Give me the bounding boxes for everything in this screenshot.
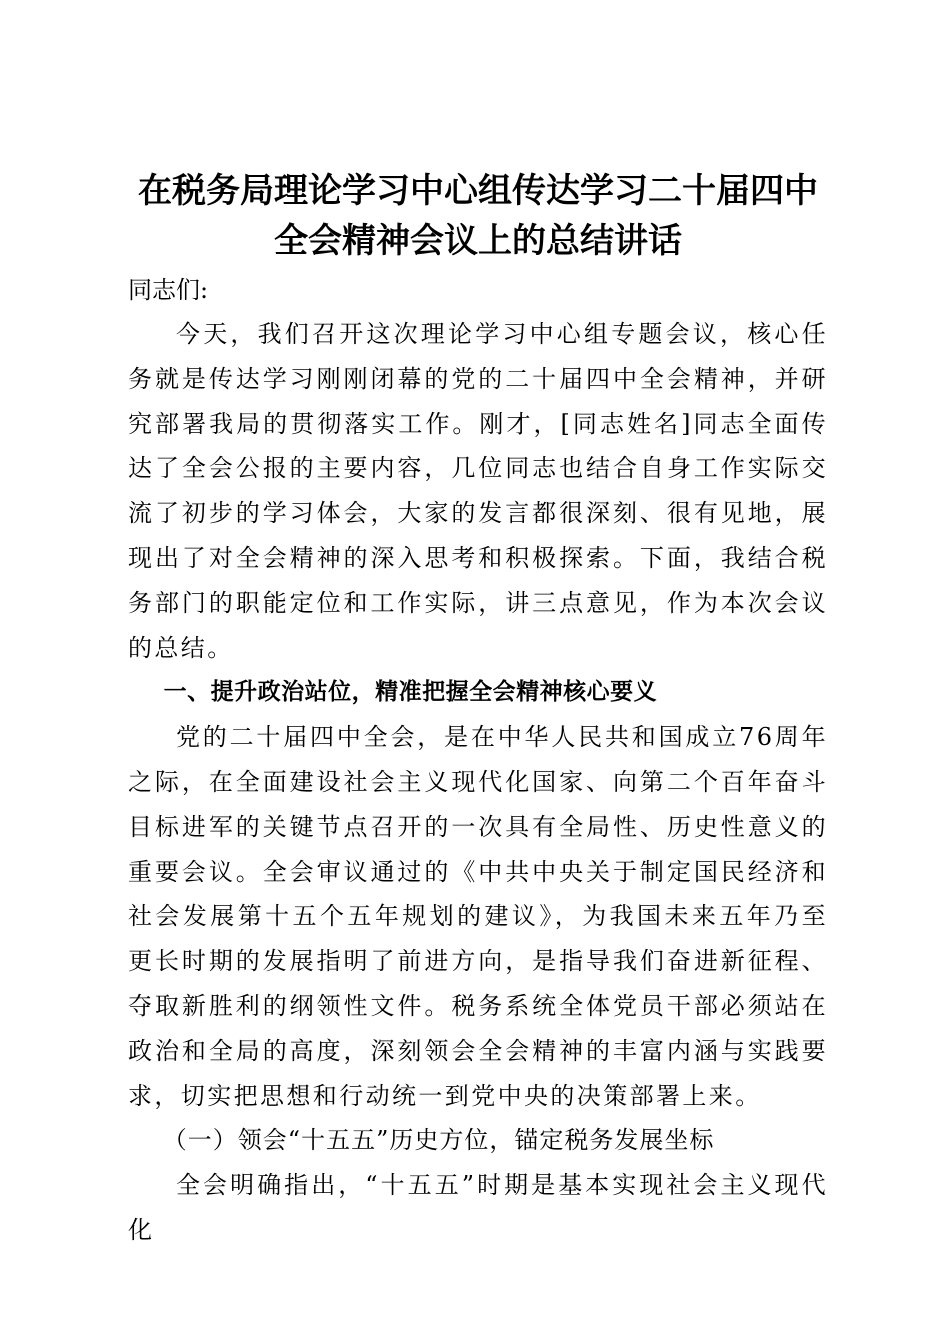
section-heading-1: 一、提升政治站位，精准把握全会精神核心要义	[163, 679, 658, 706]
document-title	[128, 166, 828, 266]
intro-paragraph: 今天，我们召开这次理论学习中心组专题会议，核心任务就是传达学习刚刚闭幕的党的二十届四中全会精神，并研究部署我局的贯彻落实工作。刚才，[同志姓名]同志全面传达了全会公报的主要内容，几位同志也结合自身工作实际交流了初步的学习体会，大家的发言都很深刻、很有见地，展现出了对全会精神的深入思考和积极探索。下面，我结合税务部门的职能定位和工作实际，讲三点意见，作为本次会议的总结。	[128, 320, 828, 662]
section-1-paragraph: 党的二十届四中全会，是在中华人民共和国成立76周年之际，在全面建设社会主义现代化国家、向第二个百年奋斗目标进军的关键节点召开的一次具有全局性、历史性意义的重要会议。全会审议通过的《中共中央关于制定国民经济和社会发展第十五个五年规划的建议》，为我国未来五年乃至更长时期的发展指明了前进方向，是指导我们奋进新征程、夺取新胜利的纲领性文件。税务系统全体党员干部必须站在政治和全局的高度，深刻领会全会精神的丰富内涵与实践要求，切实把思想和行动统一到党中央的决策部署上来。	[128, 723, 828, 1110]
document-page	[128, 166, 828, 1253]
title-line-2: 全会精神会议上的总结讲话	[274, 221, 682, 261]
subsection-1-paragraph: 全会明确指出，“十五五”时期是基本实现社会主义现代化	[128, 1171, 828, 1244]
salutation: 同志们:	[128, 276, 209, 304]
title-line-1: 在税务局理论学习中心组传达学习二十届四中	[138, 171, 818, 211]
subsection-heading-1: （一）领会“十五五”历史方位，锚定税务发展坐标	[162, 1126, 715, 1155]
